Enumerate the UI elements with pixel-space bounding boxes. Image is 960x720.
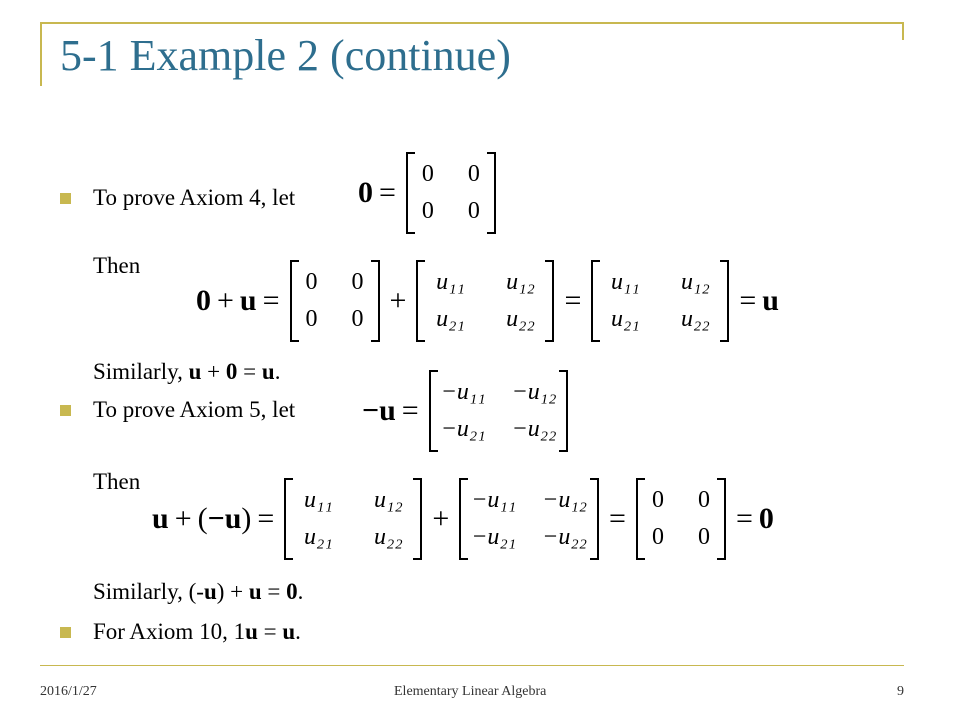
text-run: For Axiom 10, 1 [93, 619, 246, 644]
zero-matrix [406, 152, 496, 234]
matrix-cell: −u₂₁ [440, 415, 486, 442]
zero-matrix [290, 260, 380, 342]
equals-sign: = [735, 501, 753, 535]
matrix-cell: −u₂₂ [511, 415, 557, 442]
matrix-cell: −u₁₁ [440, 379, 486, 405]
u-vector-symbol: u [282, 619, 296, 644]
u-vector-symbol: u [762, 283, 779, 317]
matrix-cell: −u₂₂ [542, 523, 588, 550]
matrix-cell: 0 [697, 487, 710, 513]
plus-sign: + [389, 283, 407, 317]
neg-u-symbol: −u [207, 501, 242, 535]
axiom10-text [93, 620, 301, 643]
zero-plus-u-equation [196, 260, 779, 342]
matrix-cell: −u₁₂ [542, 487, 588, 513]
u-vector-symbol: u [188, 359, 202, 384]
matrix-cell: 0 [305, 305, 318, 332]
equals-sign: = [401, 393, 419, 427]
u-plus-neg-u-equation [152, 478, 774, 560]
u-vector-symbol: u [261, 359, 275, 384]
matrix-cell: u₂₁ [436, 305, 465, 332]
text-run: . [295, 619, 301, 644]
matrix-cell: 0 [305, 269, 318, 295]
equals-sign: = [739, 283, 757, 317]
bullet-square-icon [60, 193, 71, 204]
text-run: Similarly, [93, 359, 189, 384]
matrix-cell: u₂₂ [681, 305, 710, 332]
u-vector-symbol: u [152, 501, 169, 535]
matrix-cell: u₂₁ [611, 305, 640, 332]
u-vector-symbol: u [203, 579, 217, 604]
matrix-cell: u₁₁ [611, 269, 640, 295]
matrix-cell: 0 [421, 161, 434, 187]
text-run: Similarly, (- [93, 579, 204, 604]
zero-definition [358, 152, 500, 234]
equals-sign: = [609, 501, 626, 535]
matrix-cell: u₁₂ [373, 487, 403, 513]
plus-sign: + [217, 283, 234, 317]
plus-sign: + [174, 501, 192, 535]
equals-sign: = [257, 501, 275, 535]
zero-vector-symbol: 0 [758, 501, 774, 535]
matrix-cell: u₂₂ [373, 523, 403, 550]
equals-sign: = [379, 175, 396, 209]
neg-u-matrix [459, 478, 599, 560]
u-matrix [284, 478, 422, 560]
matrix-cell: u₁₁ [303, 487, 333, 513]
matrix-cell: 0 [351, 269, 364, 295]
matrix-cell: 0 [467, 161, 480, 187]
matrix-cell: u₂₂ [506, 305, 535, 332]
matrix-cell: 0 [651, 487, 664, 513]
text-run: = [257, 619, 283, 644]
u-vector-symbol: u [245, 619, 258, 644]
then-text-1: Then [93, 253, 141, 278]
footer-page-number: 9 [897, 684, 904, 699]
text-run: ) + [216, 579, 249, 604]
frame-bottom-rule [40, 665, 904, 666]
u-vector-symbol: u [239, 283, 257, 317]
matrix-cell: −u₂₁ [471, 523, 517, 550]
text-run: + [201, 359, 226, 384]
equals-sign: = [262, 283, 280, 317]
equals-sign: = [564, 283, 582, 317]
bullet-square-icon [60, 627, 71, 638]
frame-right-rule [902, 22, 904, 40]
left-paren: ( [197, 501, 208, 535]
matrix-cell: −u₁₂ [511, 379, 557, 405]
text-run: . [297, 579, 304, 604]
similarly-text-2 [93, 580, 303, 603]
footer-date: 2016/1/27 [40, 684, 97, 699]
zero-vector-symbol: 0 [225, 359, 238, 384]
text-run: = [261, 579, 287, 604]
text-run: = [237, 359, 262, 384]
bullet-square-icon [60, 405, 71, 416]
matrix-cell: u₁₂ [681, 269, 710, 295]
similarly-text-1 [93, 360, 280, 383]
matrix-cell: u₁₁ [436, 269, 465, 295]
matrix-cell: 0 [467, 197, 480, 224]
u-matrix [591, 260, 729, 342]
axiom4-text: To prove Axiom 4, let [93, 185, 296, 210]
zero-matrix [636, 478, 726, 560]
u-vector-symbol: u [248, 579, 262, 604]
matrix-cell: 0 [351, 305, 364, 332]
zero-vector-symbol: 0 [196, 283, 211, 317]
matrix-cell: u₁₂ [506, 269, 535, 295]
neg-u-definition [362, 370, 572, 452]
matrix-cell: −u₁₁ [471, 487, 517, 513]
frame-left-rule [40, 22, 42, 86]
matrix-cell: 0 [651, 523, 664, 550]
slide-title: 5-1 Example 2 (continue) [60, 31, 511, 80]
matrix-cell: u₂₁ [303, 523, 333, 550]
right-paren: ) [241, 501, 252, 535]
frame-top-rule [40, 22, 904, 24]
plus-sign: + [432, 501, 450, 535]
text-run: . [274, 359, 281, 384]
neg-u-matrix [429, 370, 569, 452]
axiom5-text: To prove Axiom 5, let [93, 397, 296, 422]
neg-u-symbol: −u [362, 393, 396, 427]
matrix-cell: 0 [697, 523, 710, 550]
zero-vector-symbol: 0 [286, 579, 298, 604]
footer-course: Elementary Linear Algebra [394, 684, 547, 699]
u-matrix [416, 260, 554, 342]
then-text-2: Then [93, 469, 141, 494]
zero-vector-symbol: 0 [358, 175, 373, 209]
matrix-cell: 0 [421, 197, 434, 224]
